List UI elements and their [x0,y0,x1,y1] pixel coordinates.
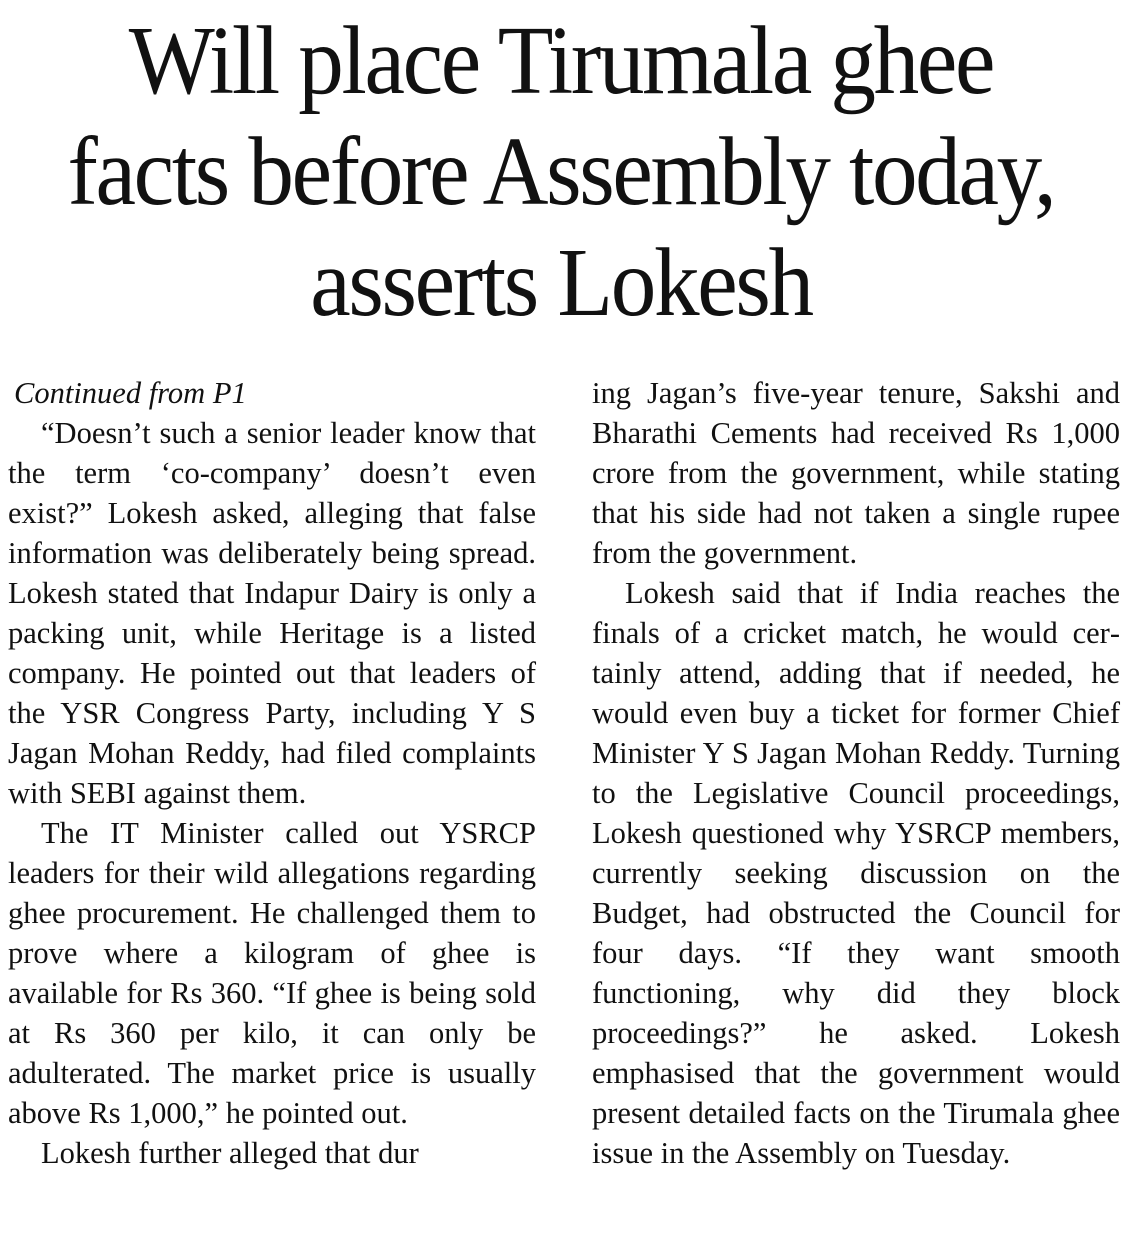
headline [39,6,1082,339]
headline-line: Will place Tirumala ghee [128,7,994,115]
article-column-right [592,373,1120,1173]
article-paragraph: Lokesh further alleged that dur [41,1136,419,1170]
continued-from-label: Continued from P1 [14,376,247,410]
article-paragraph: The IT Minister called out YSRCP leaders for their wild allegations regarding ghee procurement. He challenged them to prove where a kilogram of ghee is available for Rs 360. “If ghee is being sold at Rs 360 per kilo, it can only be adulterated. The market price is usually above Rs 1,000,” he pointed out. [8,816,536,1130]
article-column-left [8,373,536,1173]
headline-line: facts before Assembly today, [67,118,1055,226]
article-paragraph: “Doesn’t such a senior leader know that the term ‘co-company’ doesn’t even exist?” Lokesh asked, alleging that false information was deliberately being spread. Lokesh stated that Indapur Dairy is only a packing unit, while Heritage is a listed company. He pointed out that leaders of the YSR Congress Party, including Y S Jagan Mohan Reddy, had filed complaints with SEBI against them. [8,416,536,810]
headline-line: asserts Lokesh [310,229,812,337]
article-paragraph: ing Jagan’s five-year tenure, Sakshi and Bharathi Cements had received Rs 1,000 crore from the government, while stating that his side had not taken a single rupee from the government. [592,376,1120,570]
article-paragraph: Lokesh said that if India reaches the finals of a cricket match, he would certainly attend, adding that if needed, he would even buy a ticket for former Chief Minister Y S Jagan Mohan Reddy. Turning to the Legislative Council proceedings, Lokesh questioned why YSRCP members, currently seeking discussion on the Budget, had obstructed the Council for four days. “If they want smooth functioning, why did they block proceedings?” he asked. Lokesh emphasised that the government would present detailed facts on the Tirumala ghee issue in the Assembly on Tuesday. [592,576,1120,1170]
